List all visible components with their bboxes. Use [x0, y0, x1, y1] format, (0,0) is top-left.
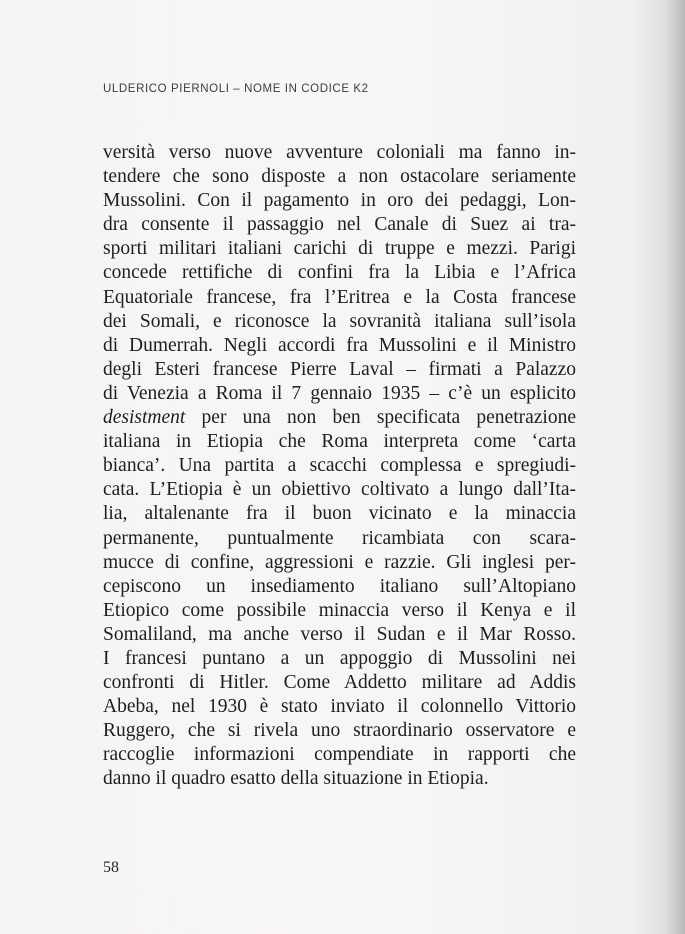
text-line-with-italic	[103, 406, 576, 430]
text-line: di Dumerrah. Negli accordi fra Mussolini e il Ministro	[103, 334, 576, 356]
text-line: cepiscono un insediamento italiano sull’Altopiano	[103, 575, 576, 597]
text-line: Somaliland, ma anche verso il Sudan e il Mar Rosso.	[103, 623, 576, 645]
text-line: Mussolini. Con il pagamento in oro dei pedaggi, Lon-	[103, 190, 576, 212]
text-line: tendere che sono disposte a non ostacolare seriamente	[103, 166, 576, 188]
text-line: danno il quadro esatto della situazione in Etiopia.	[103, 768, 489, 790]
text-line: raccoglie informazioni compendiate in rapporti che	[103, 744, 576, 766]
text-line-remainder: per una non ben specificata penetrazione	[201, 407, 576, 429]
text-line: versità verso nuove avventure coloniali ma fanno in-	[103, 142, 576, 163]
running-header: ULDERICO PIERNOLI – NOME IN CODICE K2	[103, 83, 369, 95]
text-line: dei Somali, e riconosce la sovranità italiana sull’isola	[103, 310, 576, 332]
text-line: dra consente il passaggio nel Canale di Suez ai tra-	[103, 214, 576, 236]
text-line: concede rettifiche di confini fra la Libia e l’Africa	[103, 262, 576, 284]
text-line: Abeba, nel 1930 è stato inviato il colonnello Vittorio	[103, 696, 576, 718]
text-line: sporti militari italiani carichi di truppe e mezzi. Parigi	[103, 238, 576, 260]
text-line: di Venezia a Roma il 7 gennaio 1935 – c’è un esplicito	[103, 382, 576, 404]
text-line: degli Esteri francese Pierre Laval – firmati a Palazzo	[103, 358, 576, 380]
body-paragraph	[103, 141, 576, 792]
text-line: permanente, puntualmente ricambiata con scara-	[103, 527, 576, 549]
text-line: italiana in Etiopia che Roma interpreta come ‘carta	[103, 431, 576, 453]
page-number: 58	[103, 859, 119, 876]
text-line: confronti di Hitler. Come Addetto militare ad Addis	[103, 672, 576, 694]
text-line: Etiopico come possibile minaccia verso il Kenya e il	[103, 599, 576, 621]
text-line: mucce di confine, aggressioni e razzie. Gli inglesi per-	[103, 551, 576, 573]
italic-term: desistment	[103, 407, 186, 429]
page-edge-shadow	[663, 0, 685, 934]
text-line: bianca’. Una partita a scacchi complessa e spregiudi-	[103, 455, 576, 477]
text-line: Equatoriale francese, fra l’Eritrea e la Costa francese	[103, 286, 576, 308]
text-line: cata. L’Etiopia è un obiettivo coltivato a lungo dall’Ita-	[103, 479, 576, 501]
text-line: I francesi puntano a un appoggio di Mussolini nei	[103, 647, 576, 669]
text-line: Ruggero, che si rivela uno straordinario osservatore e	[103, 720, 576, 742]
text-line: lia, altalenante fra il buon vicinato e la minaccia	[103, 503, 576, 525]
